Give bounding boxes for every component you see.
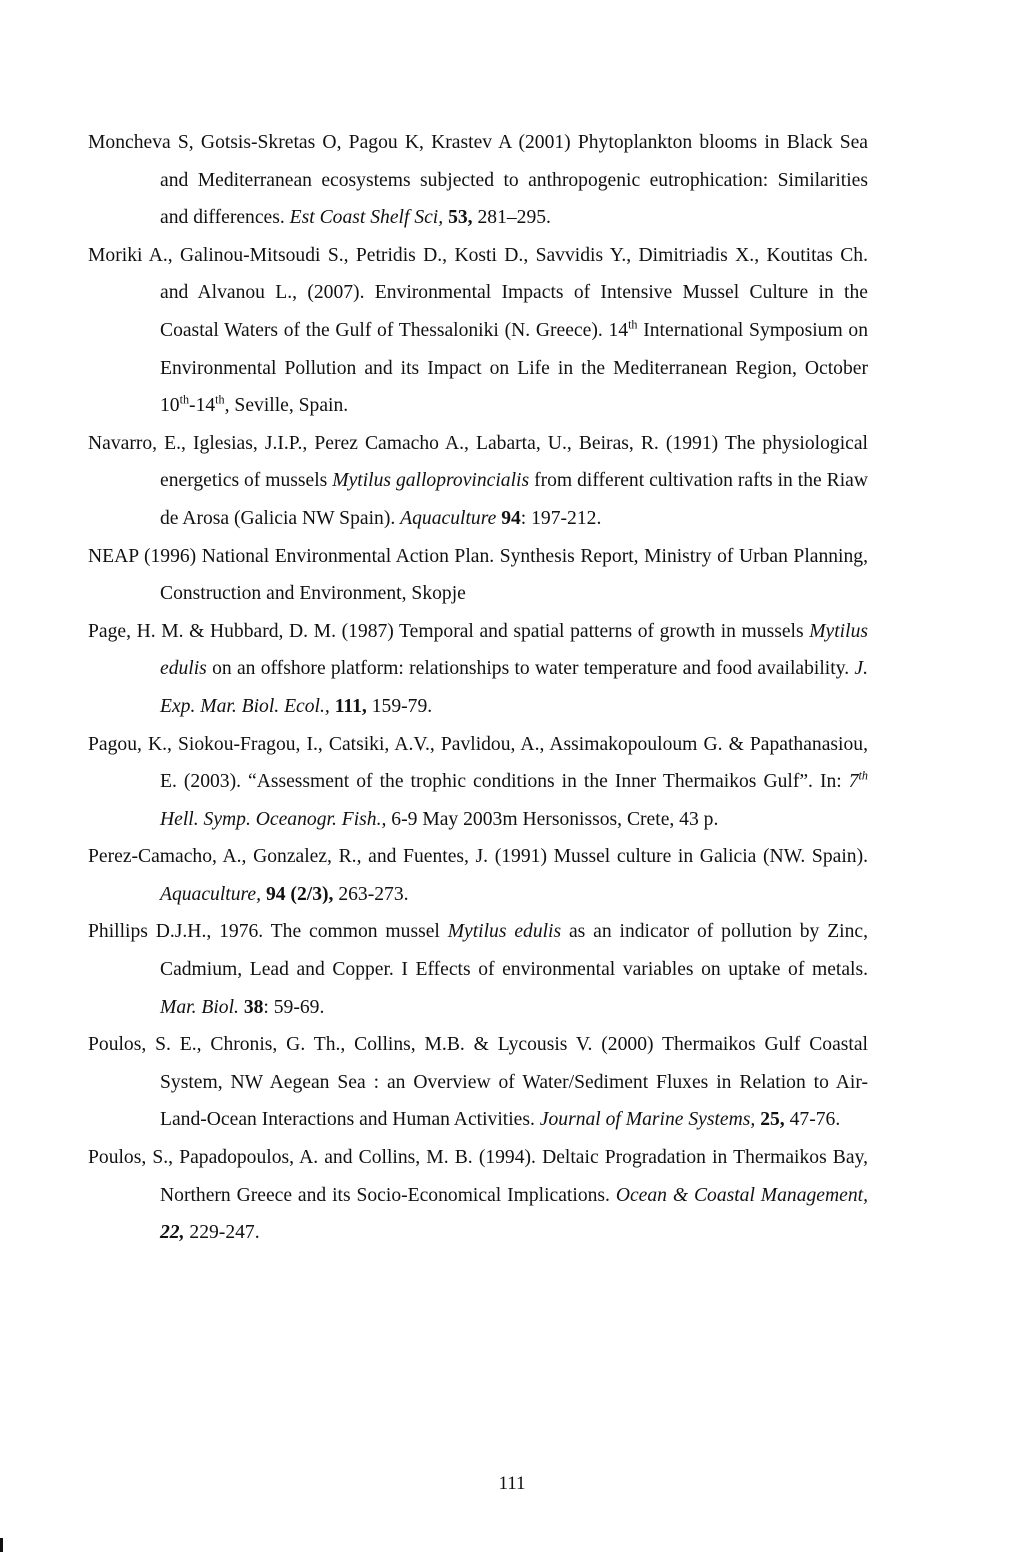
reference-text: on an offshore platform: relationships to water temperature and food availability. (212, 658, 850, 680)
reference-text: as an indicator of pollution by Zinc, Cadmium, Lead and Copper. I Effects of environmental variables on uptake of metals. (160, 921, 869, 981)
reference-text: Perez-Camacho, A., Gonzalez, R., and Fuentes, J. (1991) Mussel culture in Galicia (NW. Spain). (88, 846, 868, 868)
species-name: Mytilus edulis (160, 620, 868, 680)
volume: 22, (160, 1222, 185, 1244)
species-name: Mytilus galloprovincialis (332, 470, 530, 492)
journal-name: Journal of Marine Systems, (539, 1109, 756, 1131)
journal-name: Aquaculture, (160, 883, 262, 905)
reference-navarro-1991 (88, 425, 868, 538)
pages: : 197-212. (520, 507, 602, 529)
reference-text: Poulos, S. E., Chronis, G. Th., Collins, M.B. & Lycousis V. (2000) Thermaikos Gulf Coastal System, NW Aegean Sea : an Overview of Water/Sediment Fluxes in Relation to Air-Land-Ocean Interactions and Human Activities. (88, 1034, 868, 1131)
reference-list (88, 124, 868, 1252)
reference-text: NEAP (1996) National Environmental Action Plan. Synthesis Report, Ministry of Urban Planning, Construction and Environment, Skopje (88, 545, 868, 605)
journal-name: Aquaculture (400, 507, 497, 529)
reference-moncheva-2001 (88, 124, 868, 237)
event-text: International Symposium on Environmental Pollution and its Impact on Life in the Mediterranean Region, October 10 (160, 319, 868, 417)
location: , Seville, Spain. (224, 395, 349, 417)
pages: 229-247. (189, 1222, 260, 1244)
event-number: 14th (608, 317, 638, 341)
reference-text: Pagou, K., Siokou-Fragou, I., Catsiki, A.V., Pavlidou, A., Assimakopouloum G. & Papathanasiou, E. (2003). “Assessment of the trophic conditions in the Inner Thermaikos Gulf”. In: (88, 733, 868, 793)
journal-name: J. Exp. Mar. Biol. Ecol., (160, 658, 869, 717)
pages: 47-76. (789, 1109, 841, 1131)
reference-text: Poulos, S., Papadopoulos, A. and Collins, M. B. (1994). Deltaic Progradation in Thermaikos Bay, Northern Greece and its Socio-Economical Implications. (88, 1147, 868, 1206)
reference-text: 6-9 May 2003m Hersonissos, Crete, 43 p. (391, 808, 719, 830)
journal-name: Est Coast Shelf Sci, (289, 207, 444, 229)
reference-text: Moriki A., Galinou-Mitsoudi S., Petridis D., Kosti D., Savvidis Y., Dimitriadis X., Koutitas Ch. and Alvanou L., (2007). Environmental Impacts of Intensive Mussel Culture in the Coastal Waters of the Gulf of Thessaloniki (N. Greece). (88, 244, 868, 341)
reference-poulos-1994 (88, 1139, 868, 1252)
reference-text: Navarro, E., Iglesias, J.I.P., Perez Camacho A., Labarta, U., Beiras, R. (1991) The physiological energetics of mussels (88, 432, 868, 492)
scan-edge-mark (0, 1538, 3, 1552)
reference-neap-1996 (88, 538, 868, 613)
pages: : 59-69. (263, 996, 325, 1018)
date-superscript: th (215, 392, 225, 407)
volume: 94 (2/3), (265, 883, 334, 905)
reference-phillips-1976 (88, 913, 868, 1026)
pages: 159-79. (371, 695, 433, 717)
journal-name: Ocean & Coastal Management, (615, 1184, 868, 1206)
reference-text: Moncheva S, Gotsis-Skretas O, Pagou K, Krastev A (2001) Phytoplankton blooms in Black Sea and Mediterranean ecosystems subjected to anthropogenic eutrophication: Similarities and differences. (88, 132, 868, 229)
page-number: 111 (498, 1473, 526, 1494)
reference-moriki-2007 (88, 237, 868, 425)
pages: 281–295. (477, 207, 551, 229)
date-range: -14 (189, 395, 216, 417)
volume: 53, (448, 207, 473, 229)
volume: 38 (243, 996, 264, 1018)
species-name: Mytilus edulis (447, 921, 562, 943)
reference-pagou-2003 (88, 726, 868, 839)
journal-name: Hell. Symp. Oceanogr. Fish., (160, 808, 387, 830)
reference-text: from different cultivation rafts in the Riaw de Arosa (Galicia NW Spain). (160, 470, 868, 529)
reference-poulos-2000 (88, 1026, 868, 1139)
reference-perez-camacho-1991 (88, 838, 868, 913)
date-superscript: th (179, 392, 190, 407)
volume: 25, (760, 1109, 785, 1131)
reference-text: Page, H. M. & Hubbard, D. M. (1987) Temporal and spatial patterns of growth in mussels (88, 620, 804, 642)
symposium-number: 7th (848, 768, 868, 793)
reference-page-1987 (88, 613, 868, 726)
volume: 94 (501, 507, 521, 529)
reference-text: Phillips D.J.H., 1976. The common mussel (88, 921, 440, 943)
journal-name: Mar. Biol. (160, 996, 239, 1018)
pages: 263-273. (338, 883, 409, 905)
volume: 111, (334, 695, 367, 717)
